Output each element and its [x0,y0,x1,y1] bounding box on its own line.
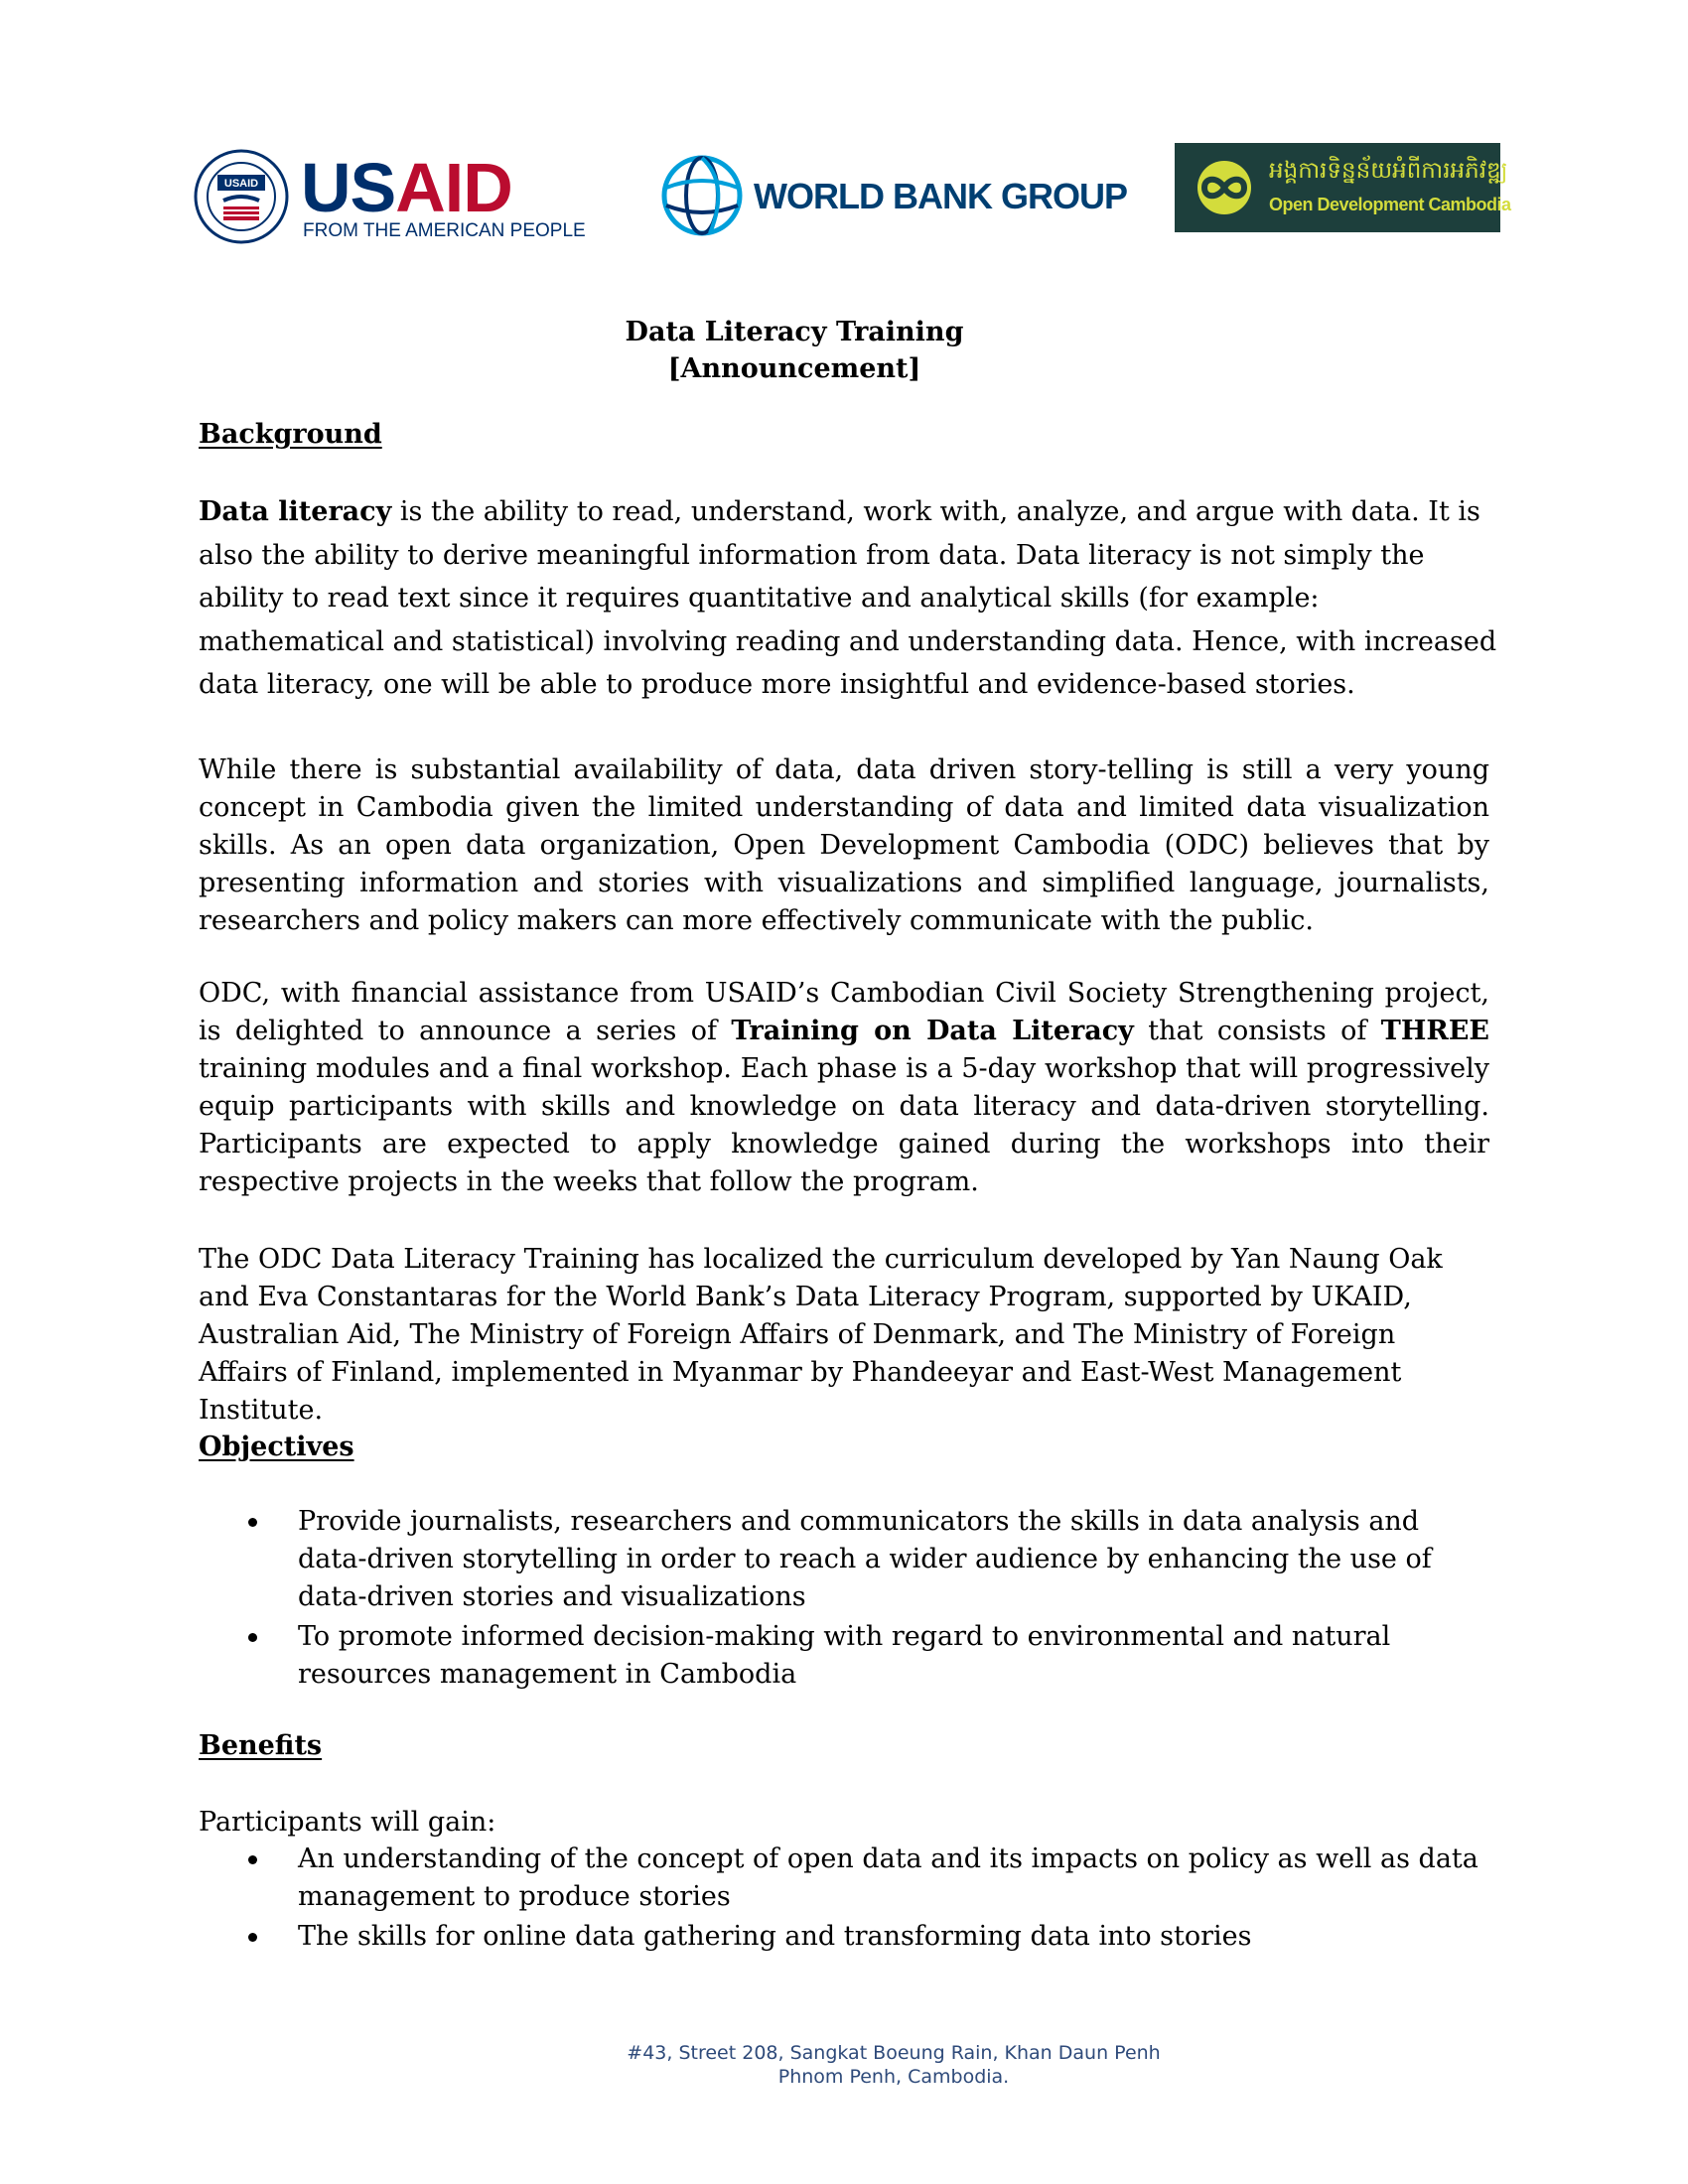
list-item: To promote informed decision-making with regard to environmental and natural resources management in Cambodia [199,1618,1479,1694]
footer-line-1: #43, Street 208, Sangkat Boeung Rain, Khan Daun Penh [627,2042,1161,2064]
usaid-wordmark [301,149,512,226]
list-item: An understanding of the concept of open data and its impacts on policy as well as data management to produce stories [199,1841,1479,1916]
usaid-logo [194,149,586,244]
list-item: Provide journalists, researchers and communicators the skills in data analysis and data-driven storytelling in order to reach a wider audience by enhancing the use of data-driven stories and visualizations [199,1503,1479,1616]
background-paragraph-1 [199,490,1499,707]
data-literacy-term: Data literacy [199,496,392,527]
background-paragraph-2: While there is substantial availability of data, data driven story-telling is still a very young concept in Cambodia given the limited understanding of data and limited data visualization skills. As an open data organization, Open Development Cambodia (ODC) believes that by presenting information and stories with visualizations and simplified language, journalists, researchers and policy makers can more effectively communicate with the public. [199,754,1489,936]
objectives-heading: Objectives [199,1432,354,1462]
odc-khmer-name: អង្គការទិន្នន័យអំពីការអភិវឌ្ឍ [1269,158,1508,184]
objectives-list [199,1503,1479,1696]
benefits-intro: Participants will gain: [199,1807,496,1838]
paragraph-3-text-a: ODC, with financial assistance from USAID’s Cambodian Civil Society Strengthening project, is delighted to announce a series of [199,978,1489,1046]
footer-line-2: Phnom Penh, Cambodia. [777,2066,1010,2088]
usaid-seal-icon [194,149,289,244]
background-paragraph-3 [199,975,1489,1201]
usaid-tagline: FROM THE AMERICAN PEOPLE [303,220,586,241]
infinity-icon [1185,159,1264,216]
world-bank-logo [660,154,1127,238]
odc-english-name: Open Development Cambodia [1269,195,1511,214]
background-paragraph-4: The ODC Data Literacy Training has localized the curriculum developed by Yan Naung Oak and Eva Constantaras for the World Bank’s Data Literacy Program, supported by UKAID, Australian Aid, The Ministry of Foreign Affairs of Denmark, and The Ministry of Foreign Affairs of Finland, implemented in Myanmar by Phandeeyar and East-West Management Institute. [199,1244,1443,1426]
module-count: THREE [1380,1016,1489,1046]
footer-address [496,2041,1291,2089]
benefits-heading: Benefits [199,1730,323,1761]
world-bank-wordmark: WORLD BANK GROUP [754,176,1127,216]
benefits-list [199,1841,1479,1958]
globe-icon [660,154,744,237]
paragraph-3-text-e: training modules and a final workshop. Each phase is a 5-day workshop that will progressively equip participants with skills and knowledge on data literacy and data-driven storytelling. Participants are expected to apply knowledge gained during the workshops into their respective projects in the weeks that follow the program. [199,1053,1489,1197]
document-title [199,314,1390,387]
list-item: The skills for online data gathering and transforming data into stories [199,1918,1479,1956]
title-line-1: Data Literacy Training [625,317,964,347]
title-line-2: [Announcement] [667,353,921,384]
usaid-seal-text: USAID [223,178,259,190]
odc-logo [1175,143,1511,232]
paragraph-3-text-c: that consists of [1133,1016,1381,1046]
background-heading: Background [199,419,382,450]
training-name: Training on Data Literacy [731,1016,1134,1046]
paragraph-1-text: is the ability to read, understand, work with, analyze, and argue with data. It is also the ability to derive meaningful information from data. Data literacy is not simply the ability to read text since it requires quantitative and analytical skills (for example: mathematical and statistical) involving reading and understanding data. Hence, with increased data literacy, one will be able to produce more insightful and evidence-based stories. [199,496,1497,700]
usaid-word: USAID [301,149,512,226]
